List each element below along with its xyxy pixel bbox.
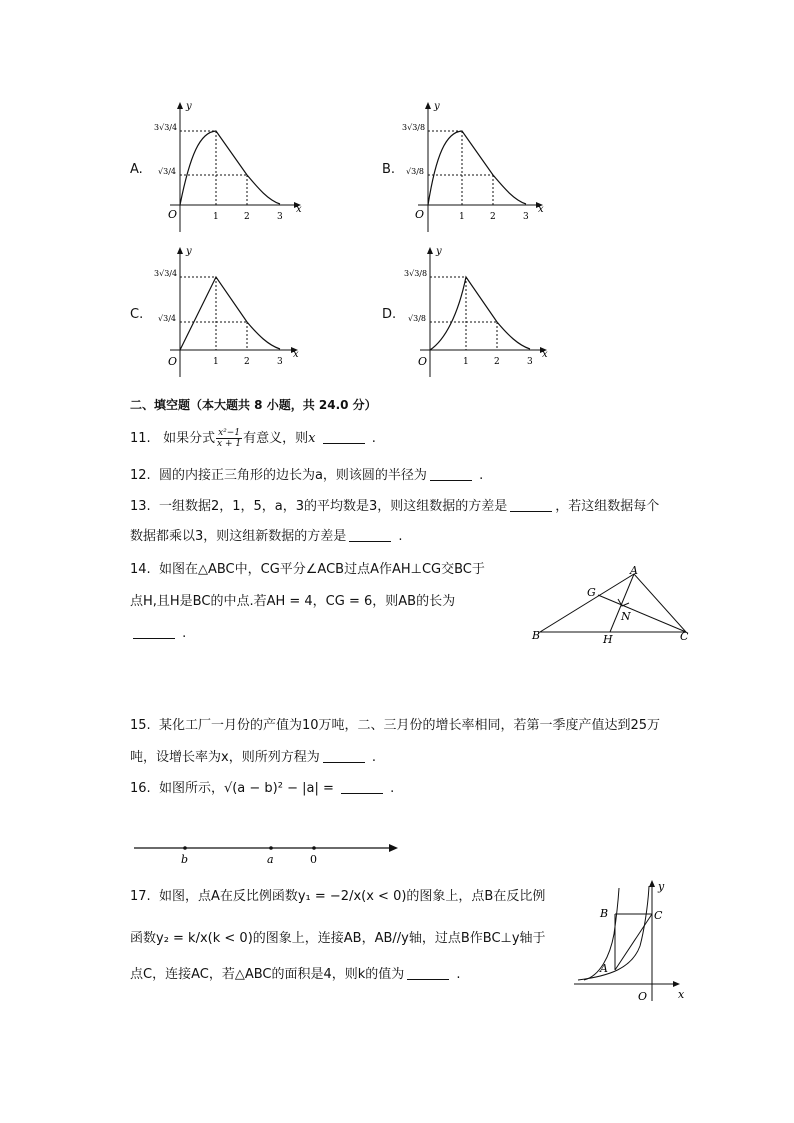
svg-text:x: x	[538, 204, 544, 215]
svg-text:O: O	[415, 208, 425, 221]
origin-label: O	[168, 208, 178, 221]
svg-text:O: O	[168, 355, 178, 368]
question-15-line2: 吨，设增长率为x，则所列方程为 .	[130, 750, 376, 765]
svg-text:A: A	[630, 564, 638, 577]
svg-text:y: y	[658, 880, 665, 893]
svg-text:√3/4: √3/4	[158, 314, 176, 323]
svg-text:x: x	[293, 349, 299, 360]
svg-text:A: A	[600, 962, 608, 975]
question-15: 15. 某化工厂一月份的产值为10万吨，二、三月份的增长率相同，若第一季度产值达到25万	[130, 718, 661, 733]
svg-text:y: y	[436, 246, 442, 257]
question-16: 16. 如图所示，√(a − b)² − |a| = .	[130, 781, 395, 796]
svg-text:N: N	[621, 610, 631, 623]
svg-text:2: 2	[244, 357, 250, 367]
section-title: 二、填空题（本大题共 8 小题，共 24.0 分）	[130, 398, 377, 412]
svg-text:3√3/8: 3√3/8	[402, 123, 426, 132]
option-c-graph	[150, 245, 310, 380]
svg-text:3√3/8: 3√3/8	[404, 269, 428, 278]
answer-blank[interactable]	[341, 781, 383, 794]
svg-text:B: B	[600, 907, 609, 920]
svg-text:C: C	[680, 630, 689, 643]
svg-text:O: O	[418, 355, 428, 368]
svg-text:3: 3	[523, 212, 529, 222]
question-14-line3: .	[130, 624, 186, 644]
svg-text:x: x	[542, 349, 548, 360]
answer-blank[interactable]	[430, 468, 472, 481]
svg-text:O: O	[638, 990, 648, 1003]
option-c-label: C.	[130, 307, 144, 322]
question-17: 17. 如图，点A在反比例函数y₁ = −2/x(x < 0)的图象上，点B在反比例	[130, 889, 546, 904]
svg-text:1: 1	[213, 357, 219, 367]
question-17-line3: 点C，连接AC，若△ABC的面积是4，则k的值为 .	[130, 967, 461, 982]
option-d-graph	[400, 245, 560, 380]
y-tick-top: 3√3/4	[154, 123, 178, 132]
option-b-label: B.	[382, 162, 396, 177]
y-tick-mid: √3/4	[158, 167, 176, 176]
tick-2: 2	[244, 212, 250, 222]
svg-text:y: y	[186, 246, 192, 257]
tick-1: 1	[213, 212, 219, 222]
svg-text:2: 2	[494, 357, 500, 367]
hyperbola-figure	[570, 876, 694, 1006]
svg-text:2: 2	[490, 212, 496, 222]
svg-text:y: y	[434, 101, 440, 112]
svg-text:3: 3	[527, 357, 533, 367]
option-a-label: A.	[130, 162, 143, 177]
svg-text:1: 1	[463, 357, 469, 367]
x-axis-label: x	[296, 204, 302, 215]
option-b-graph	[400, 100, 560, 235]
svg-text:H: H	[603, 633, 613, 646]
svg-text:3√3/4: 3√3/4	[154, 269, 178, 278]
svg-text:√3/8: √3/8	[406, 167, 424, 176]
svg-text:1: 1	[459, 212, 465, 222]
svg-text:√3/8: √3/8	[408, 314, 426, 323]
question-14-line2: 点H,且H是BC的中点.若AH = 4，CG = 6，则AB的长为	[130, 594, 456, 609]
answer-blank[interactable]	[133, 626, 175, 639]
option-a-graph	[150, 100, 310, 235]
question-14: 14. 如图在△ABC中，CG平分∠ACB过点A作AH⊥CG交BC于	[130, 562, 485, 577]
svg-text:0: 0	[310, 853, 317, 866]
svg-text:C: C	[654, 909, 663, 922]
option-d-label: D.	[382, 307, 397, 322]
svg-text:3: 3	[277, 357, 283, 367]
svg-text:x: x	[678, 988, 685, 1001]
answer-blank[interactable]	[323, 431, 365, 444]
answer-blank[interactable]	[510, 499, 552, 512]
answer-blank[interactable]	[349, 529, 391, 542]
question-13: 13. 一组数据2，1，5，a，3的平均数是3，则这组数据的方差是 ，若这组数据每个	[130, 499, 660, 514]
number-line	[130, 838, 405, 868]
y-axis-label: y	[186, 101, 192, 112]
answer-blank[interactable]	[407, 967, 449, 980]
svg-text:b: b	[181, 853, 189, 866]
svg-text:G: G	[587, 586, 596, 599]
question-13-line2: 数据都乘以3，则这组新数据的方差是 .	[130, 529, 403, 544]
question-17-line2: 函数y₂ = k/x(k < 0)的图象上，连接AB，AB//y轴，过点B作BC⊥y轴于	[130, 931, 546, 946]
triangle-figure	[528, 562, 698, 650]
svg-text:B: B	[532, 629, 541, 642]
tick-3: 3	[277, 212, 283, 222]
answer-blank[interactable]	[323, 750, 365, 763]
svg-text:a: a	[267, 853, 274, 866]
question-12: 12. 圆的内接正三角形的边长为a，则该圆的半径为 .	[130, 468, 484, 483]
question-11: 11. 如果分式 $\frac{\text{x²−1}}{x + 1}$ 有意义，则x .	[130, 428, 376, 449]
